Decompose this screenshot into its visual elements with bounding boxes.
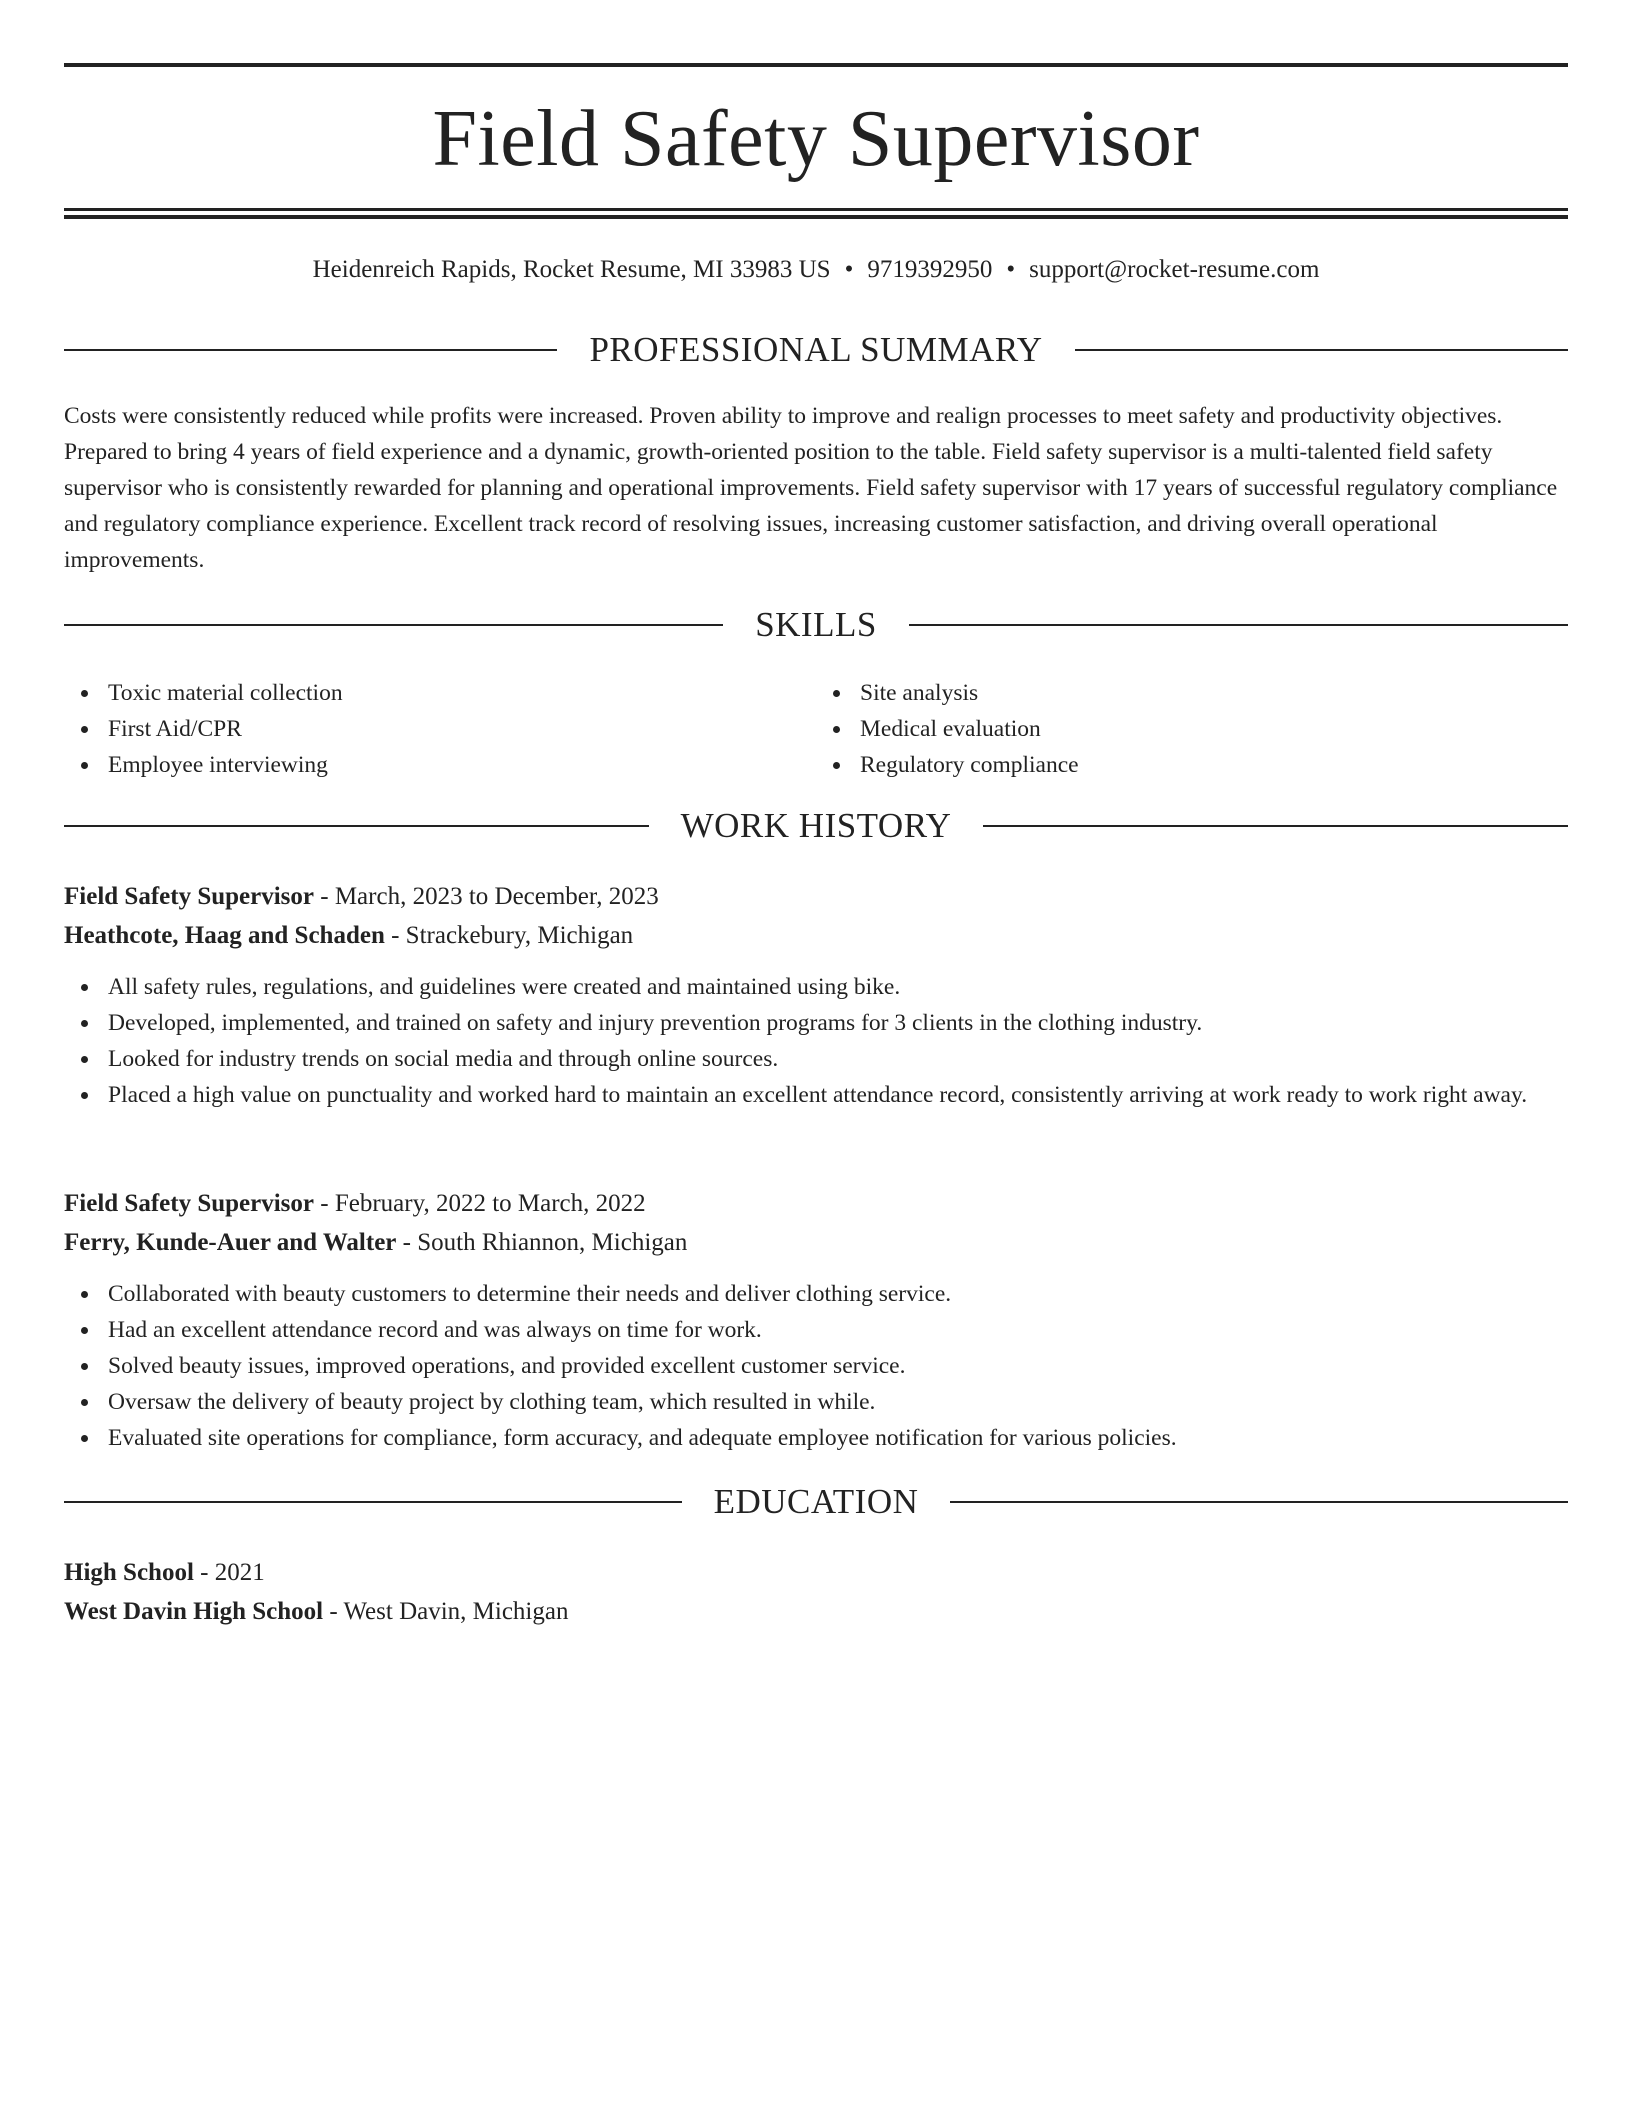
skills-column-right (816, 675, 1568, 783)
job-title-line (64, 1184, 1568, 1223)
education-heading (64, 1480, 1568, 1524)
skill-item: Site analysis (860, 675, 1568, 711)
contact-line (64, 254, 1568, 286)
title-rule-lower (64, 215, 1568, 219)
job-bullet: Solved beauty issues, improved operations, and provided excellent customer service. (108, 1348, 1568, 1384)
resume-title: Field Safety Supervisor (432, 95, 1200, 183)
education-entry (64, 1553, 1568, 1631)
heading-rule (64, 624, 723, 626)
job-location: - Strackebury, Michigan (384, 922, 634, 949)
summary-text: Costs were consistently reduced while profits were increased. Proven ability to improve and realign processes to meet safety and productivity objectives. Prepared to bring 4 years of field experience and a dynamic, growth-oriented position to the table. Field safety supervisor is a multi-talented field safety supervisor who is consistently rewarded for planning and operational improvements. Field safety supervisor with 17 years of successful regulatory compliance and regulatory compliance experience. Excellent track record of resolving issues, increasing customer satisfaction, and driving overall operational improvements. (64, 403, 1558, 573)
job-entry (64, 877, 1568, 1113)
skills-column-left (64, 675, 816, 783)
work-heading (64, 804, 1568, 848)
skill-item: Employee interviewing (108, 747, 816, 783)
top-rule (64, 63, 1568, 67)
job-bullets (64, 969, 1568, 1113)
job-title: Field Safety Supervisor (64, 883, 314, 910)
skill-item: Toxic material collection (108, 675, 816, 711)
job-company-line (64, 1223, 1568, 1262)
skill-item: First Aid/CPR (108, 711, 816, 747)
contact-email: support@rocket-resume.com (1029, 256, 1320, 283)
job-bullet: All safety rules, regulations, and guidelines were created and maintained using bike. (108, 969, 1568, 1005)
title-rule-upper (64, 208, 1568, 211)
skills-heading (64, 603, 1568, 647)
summary-heading-label: PROFESSIONAL SUMMARY (589, 330, 1043, 369)
job-entry (64, 1184, 1568, 1456)
job-company-line (64, 916, 1568, 955)
skill-item: Medical evaluation (860, 711, 1568, 747)
heading-rule (64, 1501, 682, 1503)
summary-heading (64, 328, 1568, 372)
skill-item: Regulatory compliance (860, 747, 1568, 783)
contact-separator: • (1006, 256, 1016, 283)
heading-rule (983, 825, 1568, 827)
contact-phone: 9719392950 (867, 256, 993, 283)
contact-address: Heidenreich Rapids, Rocket Resume, MI 33983 US (312, 256, 831, 283)
heading-rule (1075, 349, 1568, 351)
education-location: - West Davin, Michigan (323, 1598, 569, 1625)
job-bullet: Evaluated site operations for compliance, form accuracy, and adequate employee notification for various policies. (108, 1420, 1568, 1456)
skills-list (64, 675, 1568, 783)
job-dates: - March, 2023 to December, 2023 (314, 883, 659, 910)
education-degree: High School (64, 1559, 194, 1586)
contact-separator: • (844, 256, 854, 283)
job-company: Ferry, Kunde-Auer and Walter (64, 1229, 397, 1256)
job-bullet: Oversaw the delivery of beauty project by clothing team, which resulted in while. (108, 1384, 1568, 1420)
job-bullet: Placed a high value on punctuality and worked hard to maintain an excellent attendance record, consistently arriving at work ready to work right away. (108, 1077, 1568, 1113)
education-degree-line (64, 1553, 1568, 1592)
job-location: - South Rhiannon, Michigan (396, 1229, 688, 1256)
job-bullet: Looked for industry trends on social media and through online sources. (108, 1041, 1568, 1077)
heading-rule (64, 825, 649, 827)
job-title-line (64, 877, 1568, 916)
education-heading-label: EDUCATION (713, 1482, 919, 1521)
work-heading-label: WORK HISTORY (680, 806, 952, 845)
education-year: - 2021 (193, 1559, 265, 1586)
education-school-line (64, 1592, 1568, 1631)
job-company: Heathcote, Haag and Schaden (64, 922, 385, 949)
job-bullet: Collaborated with beauty customers to determine their needs and deliver clothing service. (108, 1276, 1568, 1312)
education-school: West Davin High School (64, 1598, 324, 1625)
skills-heading-label: SKILLS (755, 605, 877, 644)
heading-rule (64, 349, 557, 351)
job-bullet: Had an excellent attendance record and was always on time for work. (108, 1312, 1568, 1348)
heading-rule (950, 1501, 1568, 1503)
job-dates: - February, 2022 to March, 2022 (314, 1190, 646, 1217)
job-title: Field Safety Supervisor (64, 1190, 314, 1217)
job-bullet: Developed, implemented, and trained on safety and injury prevention programs for 3 clients in the clothing industry. (108, 1005, 1568, 1041)
job-bullets (64, 1276, 1568, 1456)
heading-rule (909, 624, 1568, 626)
